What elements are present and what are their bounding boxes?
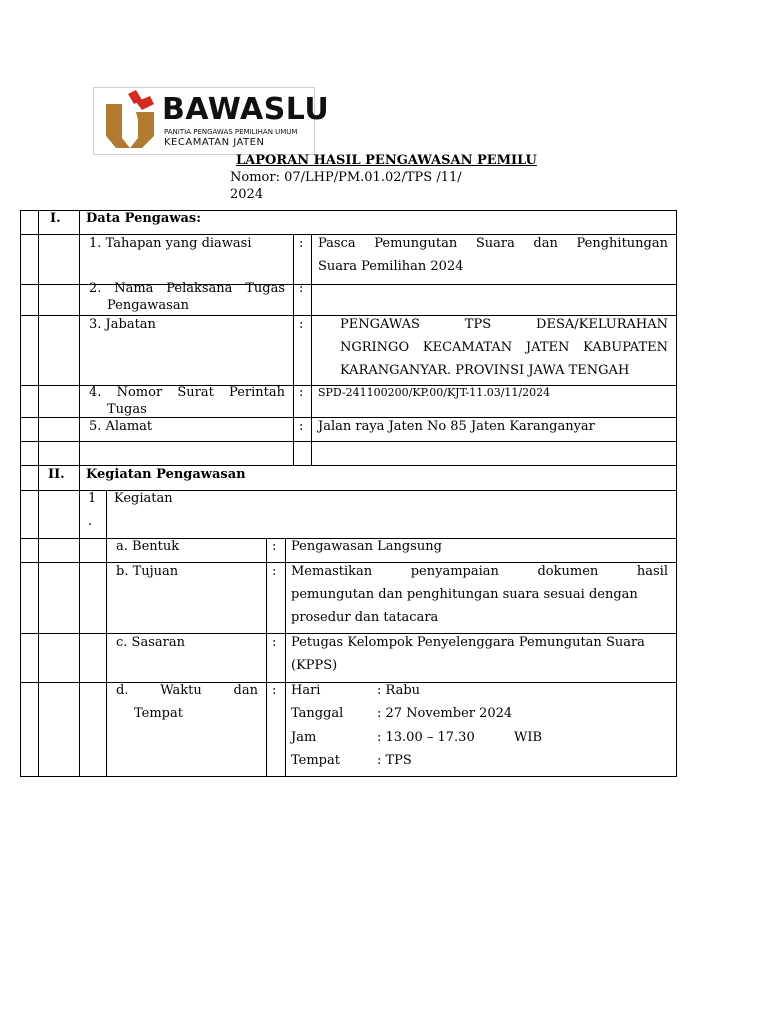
document-year: 2024: [230, 187, 264, 202]
bentuk-value: Pengawasan Langsung: [291, 539, 442, 554]
tujuan-value-line1: Memastikan penyampaian dokumen hasil: [291, 564, 668, 579]
tahapan-colon: :: [299, 236, 304, 251]
tempat-value: : TPS: [377, 753, 412, 768]
tujuan-value-line3: prosedur dan tatacara: [291, 610, 439, 625]
jam-label: Jam: [291, 730, 317, 745]
nomor-surat-label-line2: Tugas: [107, 402, 147, 417]
jam-value: : 13.00 – 17.30: [377, 730, 475, 745]
waktu-label-line1: d. Waktu dan: [116, 683, 258, 698]
bawaslu-emblem-icon: [102, 90, 158, 152]
nama-label-line1: 2. Nama Pelaksana Tugas: [89, 281, 285, 296]
waktu-colon: :: [272, 683, 277, 698]
logo-subtitle: PANITIA PENGAWAS PEMILIHAN UMUM: [164, 128, 298, 136]
hari-value: : Rabu: [377, 683, 421, 698]
tahapan-value-line2: Suara Pemilihan 2024: [318, 259, 464, 274]
nama-label-line2: Pengawasan: [107, 298, 189, 313]
tanggal-value: : 27 November 2024: [377, 706, 513, 721]
jabatan-value-line2: NGRINGO KECAMATAN JATEN KABUPATEN: [340, 340, 668, 355]
document-number: Nomor: 07/LHP/PM.01.02/TPS /11/: [230, 170, 462, 185]
nomor-surat-label-line1: 4. Nomor Surat Perintah: [89, 385, 285, 400]
kegiatan-number: 1: [88, 491, 97, 506]
logo-district: KECAMATAN JATEN: [164, 137, 265, 148]
logo-title: BAWASLU: [162, 92, 330, 127]
bawaslu-logo: [93, 87, 330, 155]
jabatan-value-line1: PENGAWAS TPS DESA/KELURAHAN: [340, 317, 668, 332]
section-2-number: II.: [48, 467, 65, 482]
sasaran-value-line2: (KPPS): [291, 658, 338, 673]
tahapan-value-line1: Pasca Pemungutan Suara dan Penghitungan: [318, 236, 668, 251]
sasaran-value-line1: Petugas Kelompok Penyelenggara Pemungutan Suara: [291, 635, 645, 650]
jabatan-value-line3: KARANGANYAR. PROVINSI JAWA TENGAH: [340, 363, 630, 378]
tanggal-label: Tanggal: [291, 706, 344, 721]
tujuan-value-line2: pemungutan dan penghitungan suara sesuai dengan: [291, 587, 638, 602]
nomor-surat-colon: :: [299, 385, 304, 400]
section-1-number: I.: [50, 211, 61, 226]
hari-label: Hari: [291, 683, 321, 698]
kegiatan-label: Kegiatan: [114, 491, 173, 506]
section-1-title: Data Pengawas:: [86, 211, 202, 226]
jabatan-colon: :: [299, 317, 304, 332]
section-2-title: Kegiatan Pengawasan: [86, 467, 246, 482]
tujuan-label: b. Tujuan: [116, 564, 179, 579]
alamat-value: Jalan raya Jaten No 85 Jaten Karanganyar: [318, 419, 595, 434]
kegiatan-number-dot: .: [88, 514, 93, 529]
waktu-label-line2: Tempat: [134, 706, 183, 721]
sasaran-colon: :: [272, 635, 277, 650]
tempat-label: Tempat: [291, 753, 340, 768]
nama-colon: :: [299, 281, 304, 296]
tujuan-colon: :: [272, 564, 277, 579]
document-title: LAPORAN HASIL PENGAWASAN PEMILU: [236, 153, 537, 168]
bentuk-colon: :: [272, 539, 277, 554]
sasaran-label: c. Sasaran: [116, 635, 185, 650]
tahapan-label: 1. Tahapan yang diawasi: [89, 236, 252, 251]
jabatan-label: 3. Jabatan: [89, 317, 156, 332]
alamat-colon: :: [299, 419, 304, 434]
nomor-surat-value: SPD-241100200/KP.00/KJT-11.03/11/2024: [318, 386, 551, 399]
jam-unit: WIB: [514, 730, 543, 745]
bentuk-label: a. Bentuk: [116, 539, 180, 554]
alamat-label: 5. Alamat: [89, 419, 153, 434]
